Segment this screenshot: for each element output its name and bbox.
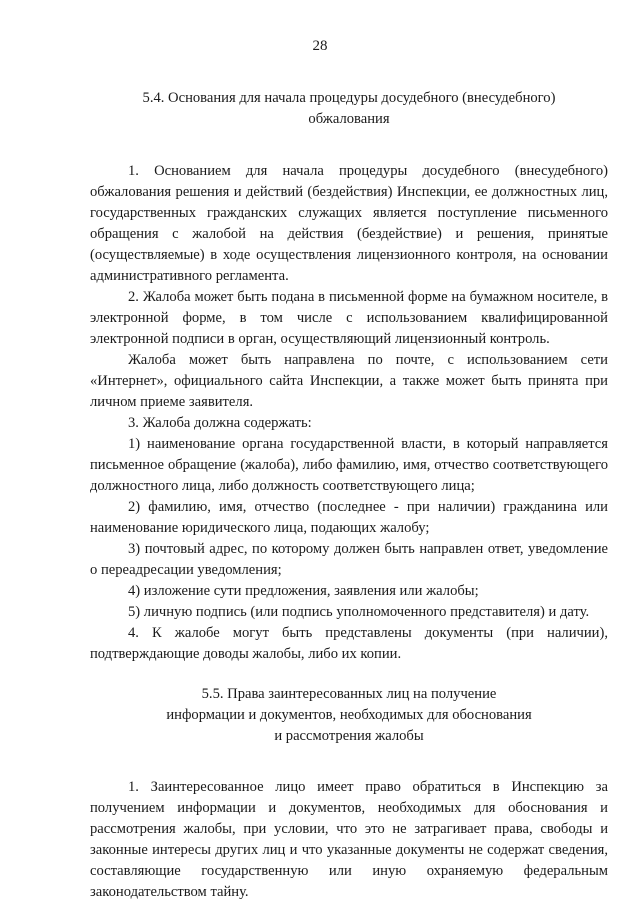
heading-line: 5.4. Основания для начала процедуры досудебного (внесудебного) xyxy=(142,90,556,106)
paragraph: 3. Жалоба должна содержать: xyxy=(128,415,312,431)
paragraph: 2. Жалоба может быть подана в письменной форме на бумажном носителе, в электронной форме, в том числе с использованием квалифицированной электронной подписи в орган, осуществляющий лицензионный контроль. xyxy=(90,289,608,347)
list-item: 2) фамилию, имя, отчество (последнее - при наличии) гражданина или наименование юридического лица, подающих жалобу; xyxy=(90,499,608,536)
paragraph: 1. Заинтересованное лицо имеет право обратиться в Инспекцию за получением информации и документов, необходимых для обоснования и рассмотрения жалобы, при условии, что это не затрагивает права, свободы и законные интересы других лиц и что указанные документы не содержат сведения, составляющие государственную или иную охраняемую федеральным законодательством тайну. xyxy=(90,779,608,900)
page-number: 28 xyxy=(312,38,328,54)
list-item: 3) почтовый адрес, по которому должен быть направлен ответ, уведомление о переадресации уведомления; xyxy=(90,541,608,578)
document-body xyxy=(90,88,608,903)
list-item: 1) наименование органа государственной власти, в который направляется письменное обращение (жалоба), либо фамилию, имя, отчество соответствующего должностного лица, либо должность соответствующего лица; xyxy=(90,436,608,494)
heading-line: и рассмотрения жалобы xyxy=(274,728,424,744)
section-heading-5-4 xyxy=(90,88,608,130)
heading-line: информации и документов, необходимых для обоснования xyxy=(166,707,532,723)
paragraph: 1. Основанием для начала процедуры досудебного (внесудебного) обжалования решения и действий (бездействия) Инспекции, ее должностных лиц, государственных гражданских служащих является поступление письменного обращения с жалобой на действия (бездействие) и решения, принятые (осуществляемые) в ходе осуществления лицензионного контроля, на основании административного регламента. xyxy=(90,163,608,284)
list-item: 5) личную подпись (или подпись уполномоченного представителя) и дату. xyxy=(128,604,590,620)
heading-line: обжалования xyxy=(308,111,390,127)
section-heading-5-5 xyxy=(90,684,608,747)
paragraph: Жалоба может быть направлена по почте, с использованием сети «Интернет», официального сайта Инспекции, а также может быть принята при личном приеме заявителя. xyxy=(90,352,608,410)
heading-line: 5.5. Права заинтересованных лиц на получение xyxy=(201,686,497,702)
list-item: 4) изложение сути предложения, заявления или жалобы; xyxy=(128,583,479,599)
paragraph: 4. К жалобе могут быть представлены документы (при наличии), подтверждающие доводы жалобы, либо их копии. xyxy=(90,625,608,662)
